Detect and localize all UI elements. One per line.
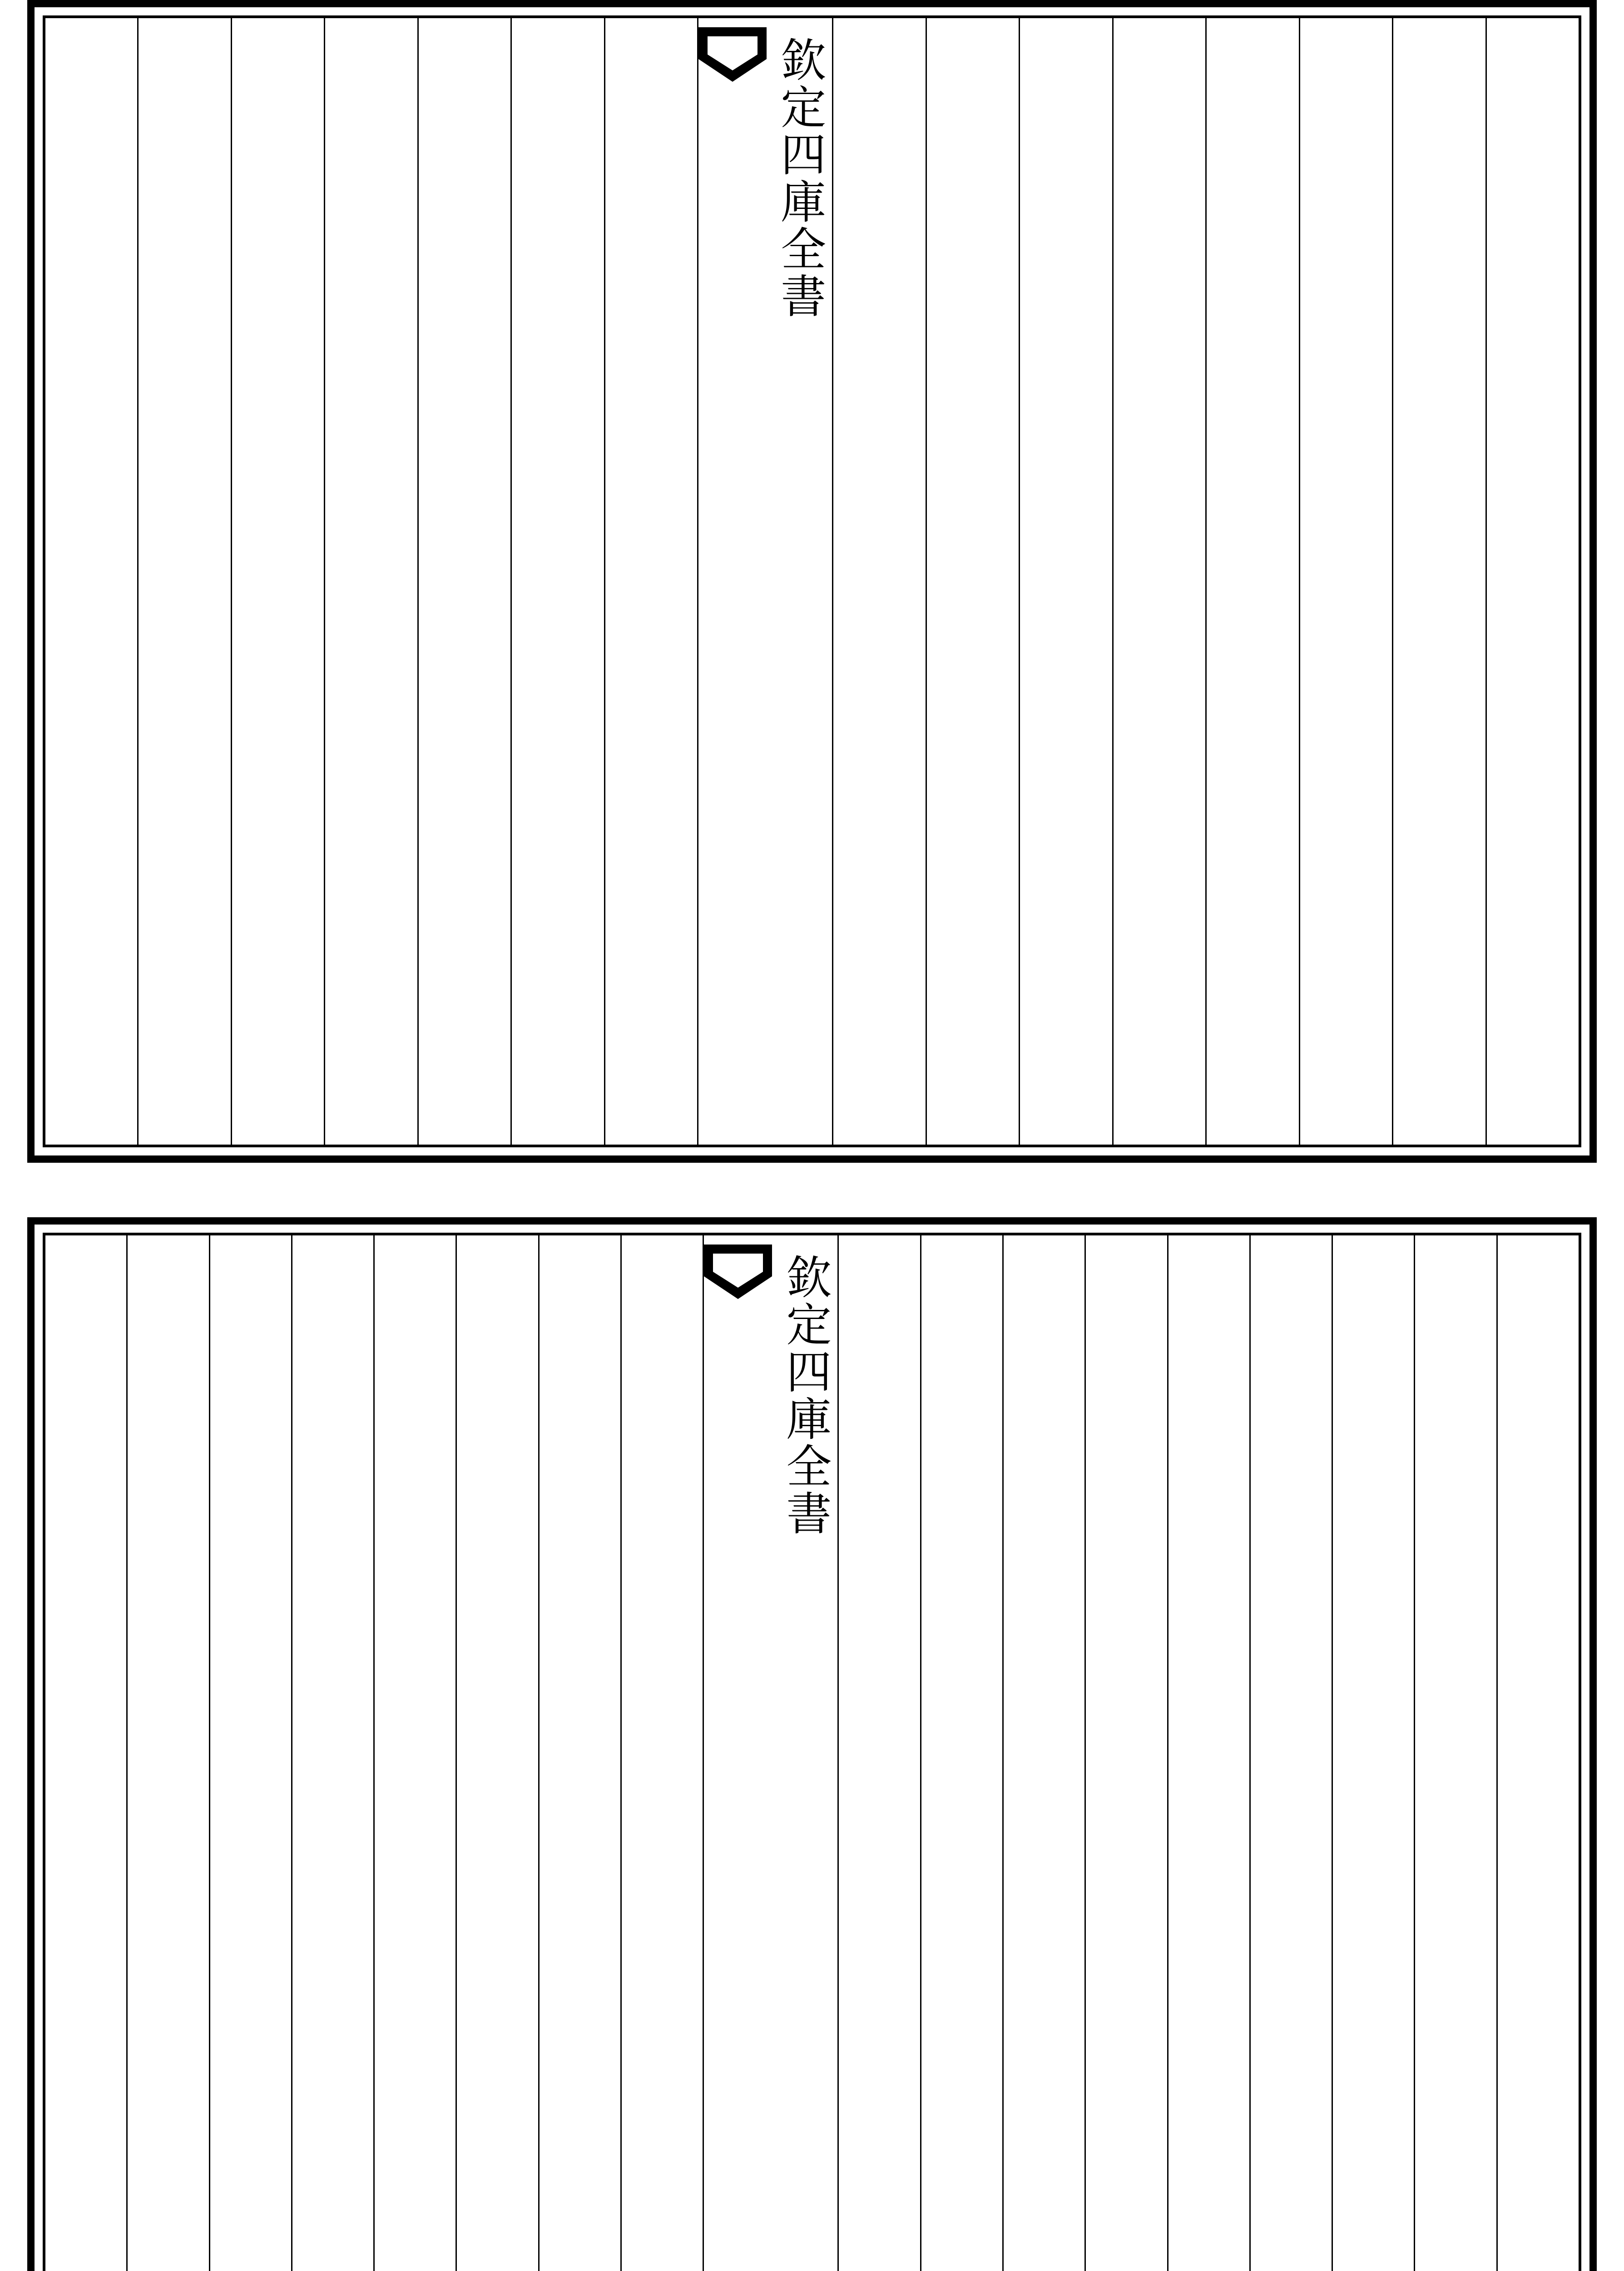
- text-column: [291, 1235, 373, 2271]
- fishtail-ornament-icon: [704, 1245, 772, 1299]
- text-column: [1249, 1235, 1332, 2271]
- text-column: [1112, 18, 1205, 1145]
- text-column: [324, 18, 417, 1145]
- text-column: [920, 1235, 1002, 2271]
- text-column: [373, 1235, 456, 2271]
- text-column: [1167, 1235, 1249, 2271]
- page-top: [27, 0, 1597, 1163]
- text-column: [1299, 18, 1392, 1145]
- text-column: [1084, 1235, 1167, 2271]
- text-column: [832, 18, 925, 1145]
- text-column: [1205, 18, 1298, 1145]
- text-column: [417, 18, 510, 1145]
- text-column: [137, 18, 230, 1145]
- text-column: [604, 18, 697, 1145]
- fishtail-ornament-icon: [698, 27, 767, 82]
- running-title: 欽定四庫全書: [778, 1254, 832, 1537]
- text-column: [209, 1235, 291, 2271]
- text-column: [620, 1235, 703, 2271]
- center-margin: [697, 18, 832, 1145]
- text-column: [1496, 1235, 1579, 2271]
- text-column: [538, 1235, 620, 2271]
- text-column: [126, 1235, 208, 2271]
- page-bottom: [27, 1217, 1597, 2271]
- page-frame: [43, 1233, 1581, 2271]
- center-margin: [703, 1235, 837, 2271]
- running-title: 欽定四庫全書: [773, 36, 827, 320]
- text-column: [926, 18, 1019, 1145]
- text-columns: [45, 1235, 1579, 2271]
- text-column: [837, 1235, 920, 2271]
- text-columns: [45, 18, 1579, 1145]
- text-column: [1485, 18, 1579, 1145]
- text-column: [1019, 18, 1112, 1145]
- text-column: [456, 1235, 538, 2271]
- text-column: [1332, 1235, 1414, 2271]
- text-column: [1002, 1235, 1084, 2271]
- page-frame: [43, 15, 1581, 1147]
- text-column: [45, 18, 137, 1145]
- text-column: [1414, 1235, 1496, 2271]
- text-column: [231, 18, 324, 1145]
- text-column: [45, 1235, 126, 2271]
- text-column: [1392, 18, 1485, 1145]
- text-column: [510, 18, 604, 1145]
